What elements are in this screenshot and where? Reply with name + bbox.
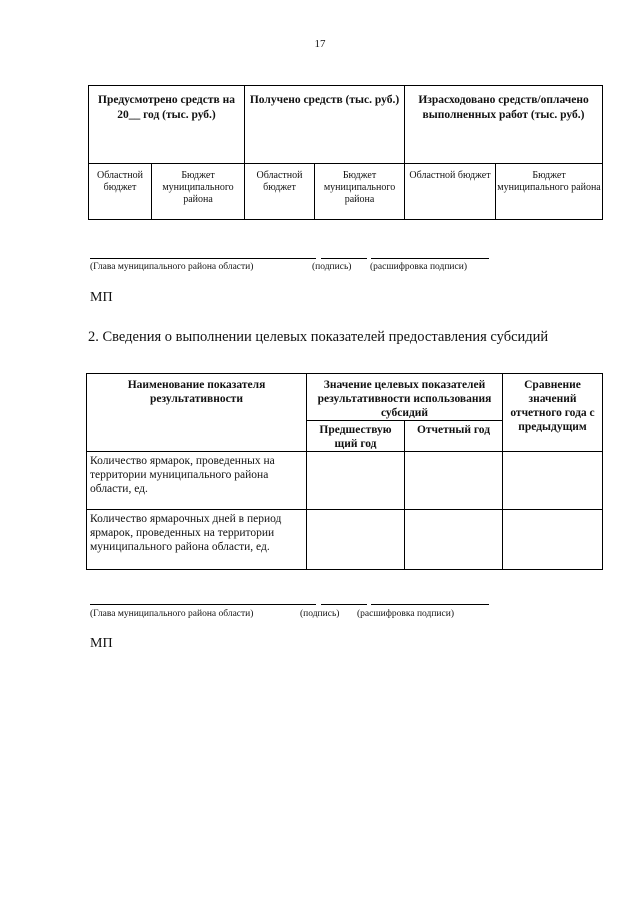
header-planned: Предусмотрено средств на 20__ год (тыс. руб.) <box>89 86 245 164</box>
value-cell <box>503 452 603 510</box>
subheader-regional: Областной бюджет <box>89 164 152 220</box>
signature-caption-decode: (расшифровка подписи) <box>357 609 454 619</box>
signature-caption-sign: (подпись) <box>300 609 340 619</box>
funds-table <box>88 85 603 220</box>
indicator-name: Количество ярмарочных дней в период ярмарок, проведенных на территории муниципального района области, ед. <box>87 510 307 570</box>
value-cell <box>307 510 405 570</box>
col-indicator-name: Наименование показателя результативности <box>87 374 307 452</box>
signature-line-decode <box>371 604 489 605</box>
value-cell <box>307 452 405 510</box>
signature-line-sign <box>321 258 367 259</box>
subheader-municipal: Бюджет муниципального района <box>315 164 405 220</box>
subheader-municipal: Бюджет муниципального района <box>496 164 603 220</box>
subheader-municipal: Бюджет муниципального района <box>152 164 245 220</box>
section-title: 2. Сведения о выполнении целевых показателей предоставления субсидий <box>88 329 549 345</box>
value-cell <box>405 510 503 570</box>
subheader-regional: Областной бюджет <box>405 164 496 220</box>
table-row <box>87 510 603 570</box>
col-target-values: Значение целевых показателей результативности использования субсидий <box>307 374 503 421</box>
col-comparison: Сравнение значений отчетного года с предыдущим <box>503 374 603 452</box>
signature-line-head <box>90 604 316 605</box>
page-number: 17 <box>314 38 326 50</box>
signature-caption-head: (Глава муниципального района области) <box>90 262 254 272</box>
stamp-place-label: МП <box>90 290 113 305</box>
table-row <box>87 452 603 510</box>
header-received: Получено средств (тыс. руб.) <box>245 86 405 164</box>
subheader-regional: Областной бюджет <box>245 164 315 220</box>
value-cell <box>405 452 503 510</box>
stamp-place-label: МП <box>90 636 113 651</box>
header-spent: Израсходовано средств/оплачено выполненных работ (тыс. руб.) <box>405 86 603 164</box>
indicator-name: Количество ярмарок, проведенных на территории муниципального района области, ед. <box>87 452 307 510</box>
indicators-table <box>86 373 603 570</box>
signature-caption-head: (Глава муниципального района области) <box>90 609 254 619</box>
signature-caption-sign: (подпись) <box>312 262 352 272</box>
value-cell <box>503 510 603 570</box>
col-report-year: Отчетный год <box>405 421 503 452</box>
col-previous-year: Предшествую щий год <box>307 421 405 452</box>
signature-line-decode <box>371 258 489 259</box>
signature-caption-decode: (расшифровка подписи) <box>370 262 467 272</box>
signature-line-head <box>90 258 316 259</box>
signature-line-sign <box>321 604 367 605</box>
